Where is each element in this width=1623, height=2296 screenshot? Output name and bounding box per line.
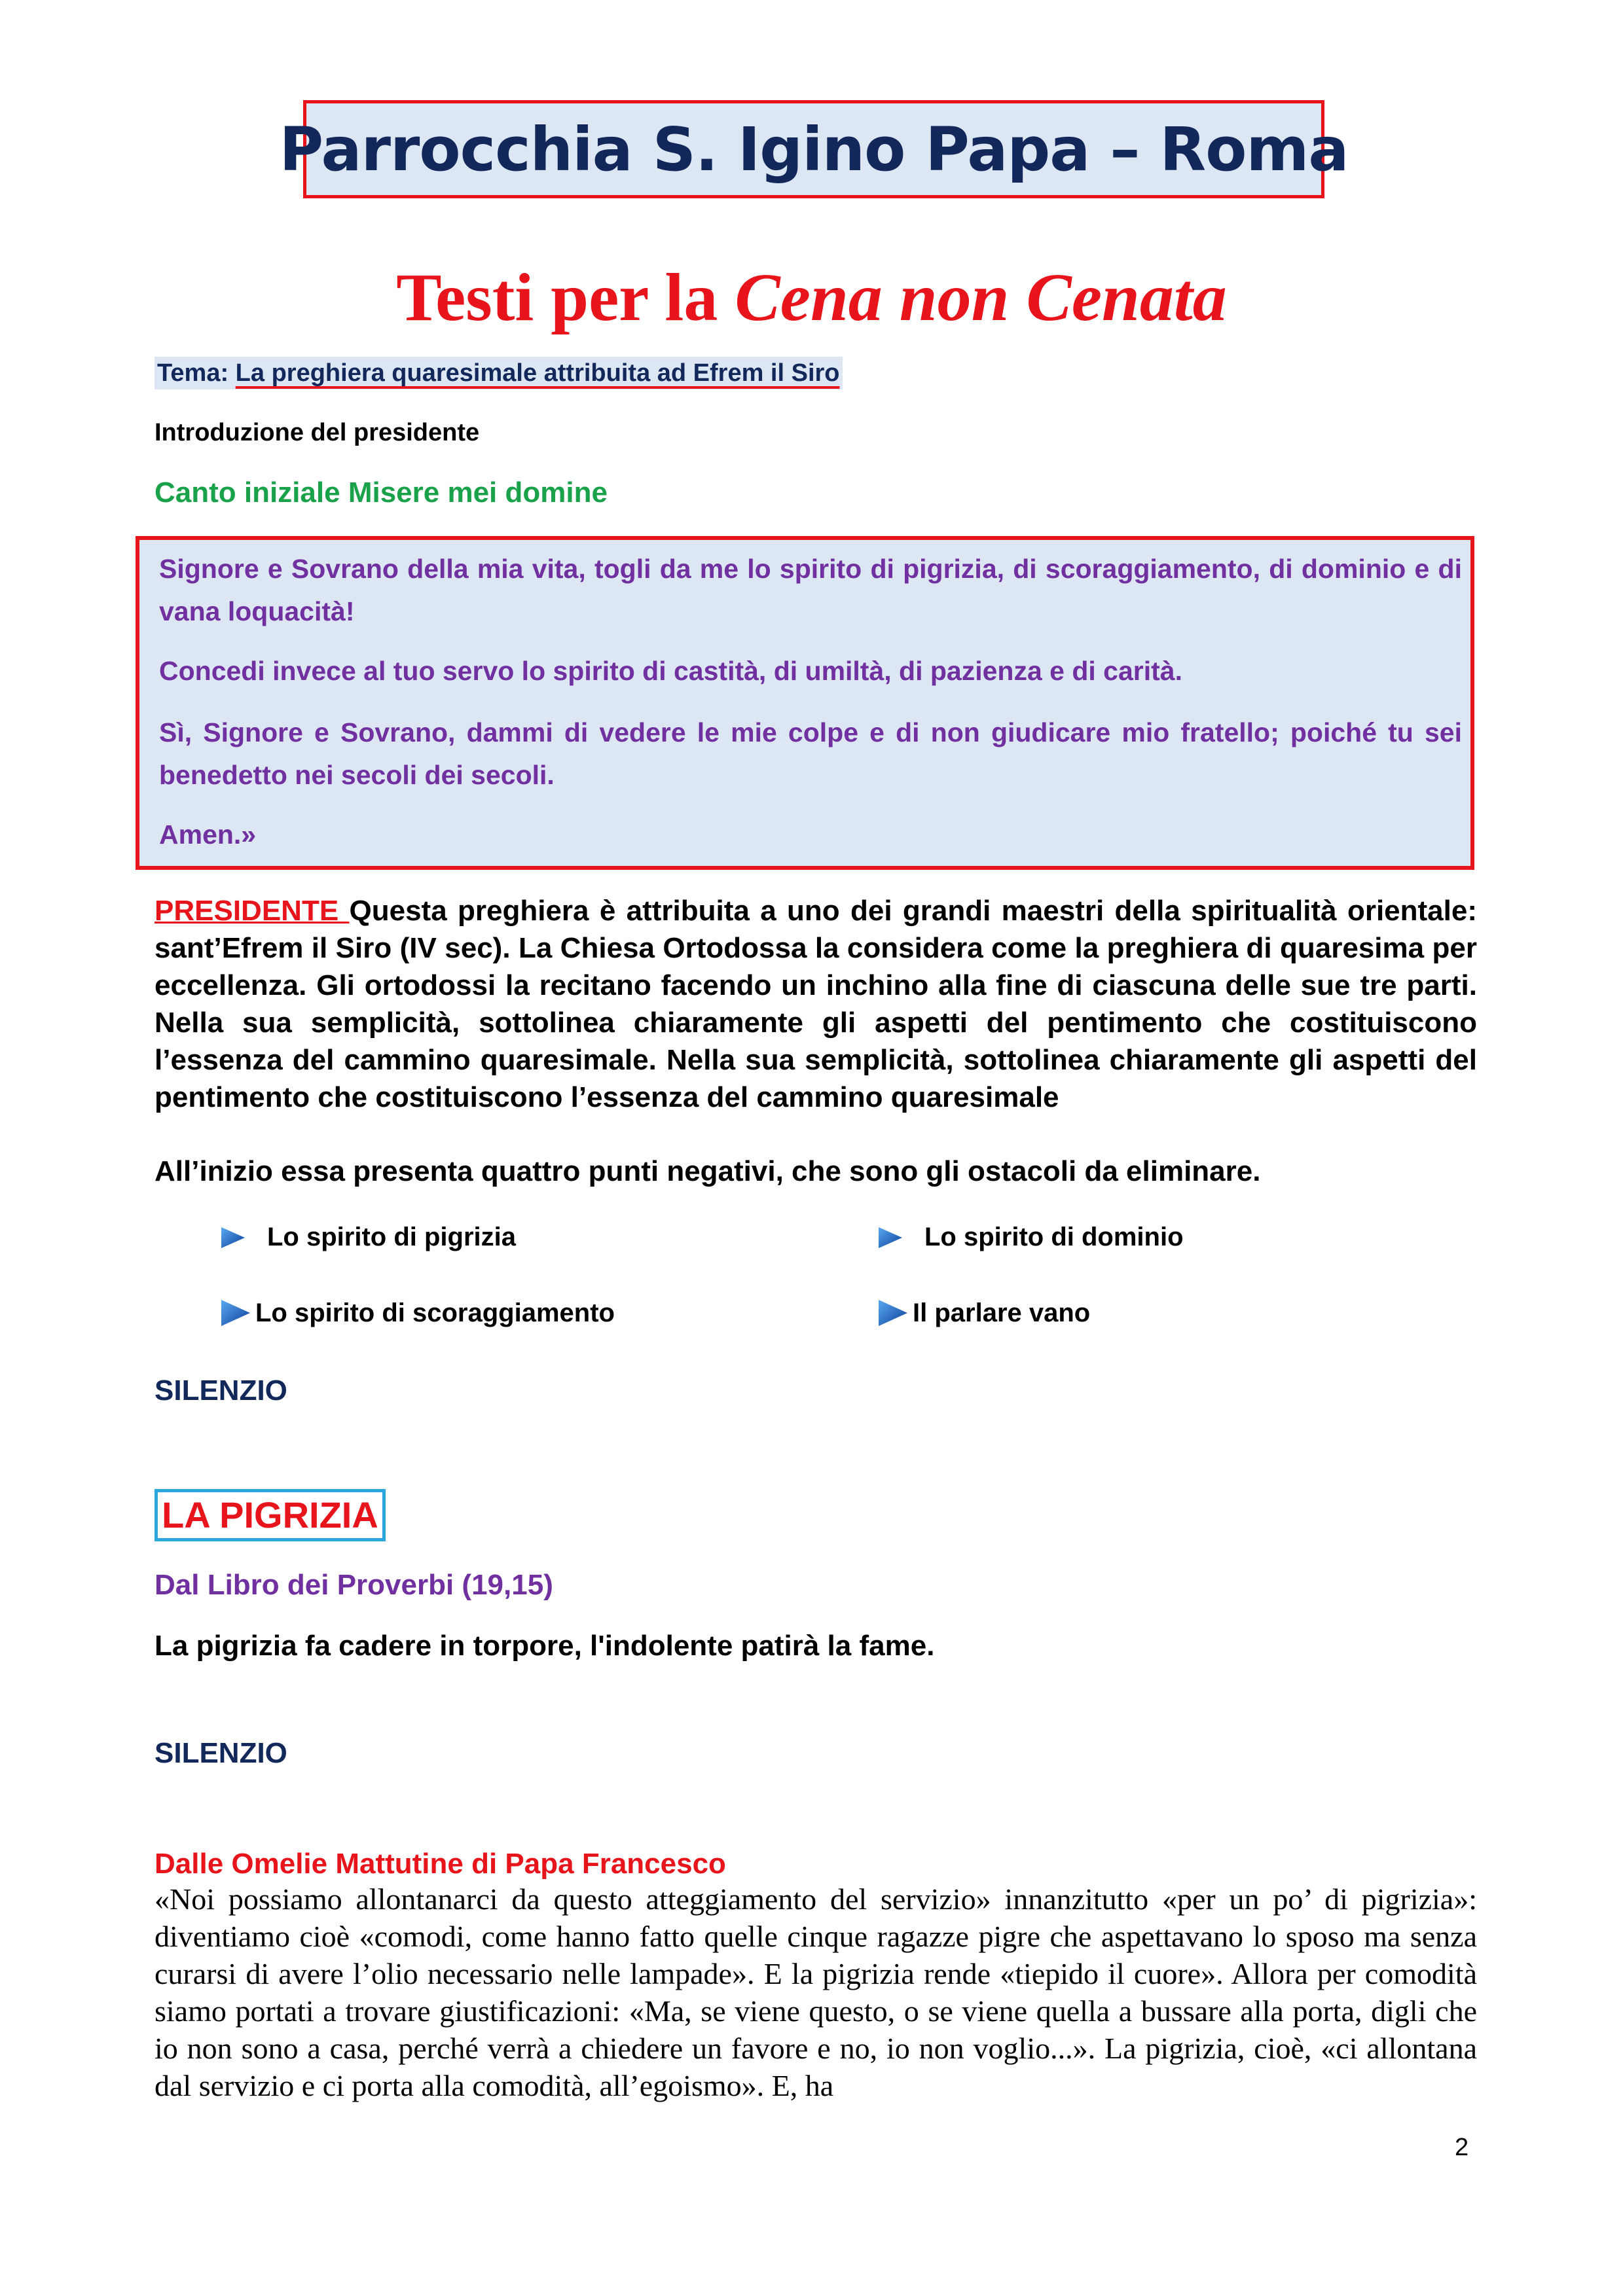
point-item [876, 1296, 1090, 1330]
point-label: Lo spirito di scoraggiamento [255, 1298, 615, 1327]
blue-triangle-arrow-icon [219, 1223, 247, 1252]
main-title [0, 259, 1623, 336]
presidente-text: Questa preghiera è attribuita a uno dei grandi maestri della spiritualità orientale: sant’Efrem il Siro (IV sec). La Chiesa Ortodossa la considera come la preghiera di quaresima per eccellenza. Gli ortodossi la recitano facendo un inchino alla fine di ciascuna delle sue tre parti. Nella sua semplicità, sottolinea chiaramente gli aspetti del pentimento che costituiscono l’essenza del cammino quaresimale. Nella sua semplicità, sottolinea chiaramente gli aspetti del pentimento che costituiscono l’essenza del cammino quaresimale [155, 895, 1477, 1113]
blue-triangle-arrow-icon [876, 1296, 910, 1330]
tema-text: La preghiera quaresimale attribuita ad Efrem il Siro [235, 359, 840, 387]
omelie-title: Dalle Omelie Mattutine di Papa Francesco [155, 1848, 726, 1880]
blue-triangle-arrow-icon [219, 1296, 253, 1330]
prayer-paragraph: Amen.» [159, 819, 257, 850]
tema-line [155, 357, 843, 389]
tema-label: Tema: [157, 359, 229, 387]
omelie-text: «Noi possiamo allontanarci da questo atteggiamento del servizio» innanzitutto «per un po’ di pigrizia»: diventiamo cioè «comodi, come hanno fatto quelle cinque ragazze pigre che aspettavano lo sposo ma senza curarsi di avere l’olio necessario nelle lampade». E la pigrizia rende «tiepido il cuore». Allora per comodità siamo portati a trovare giustificazioni: «Ma, se viene questo, o se viene quella a bussare alla porta, digli che io non sono a casa, perché verrà a chiedere un favore e no, io non voglio...». La pigrizia, cioè, «ci allontana dal servizio e ci porta alla comodità, all’egoismo». E, ha [155, 1882, 1477, 2102]
page-number: 2 [1455, 2134, 1469, 2161]
presidente-label: PRESIDENTE [155, 895, 350, 927]
prayer-paragraph: Sì, Signore e Sovrano, dammi di vedere le mie colpe e di non giudicare mio fratello; poiché tu sei benedetto nei secoli dei secoli. [159, 717, 1462, 790]
prayer-paragraph: Signore e Sovrano della mia vita, togli da me lo spirito di pigrizia, di scoraggiamento, di dominio e di vana loquacità! [159, 554, 1462, 626]
main-title-italic: Cena non Cenata [735, 260, 1227, 335]
presidente-paragraph [155, 892, 1477, 1116]
point-label: Lo spirito di dominio [924, 1223, 1184, 1251]
prayer-box [136, 536, 1474, 870]
point-label: Lo spirito di pigrizia [267, 1223, 516, 1251]
prayer-paragraph: Concedi invece al tuo servo lo spirito di castità, di umiltà, di pazienza e di carità. [159, 656, 1182, 686]
silenzio-label: SILENZIO [155, 1374, 287, 1407]
all-inizio-text: All’inizio essa presenta quattro punti negativi, che sono gli ostacoli da eliminare. [155, 1155, 1261, 1187]
intro-heading: Introduzione del presidente [155, 419, 480, 446]
proverbi-text: La pigrizia fa cadere in torpore, l'indolente patirà la fame. [155, 1630, 935, 1662]
silenzio-label: SILENZIO [155, 1737, 287, 1769]
point-item [219, 1296, 615, 1330]
point-label: Il parlare vano [913, 1298, 1091, 1327]
header-box [279, 100, 1349, 198]
blue-triangle-arrow-icon [876, 1223, 905, 1252]
point-item [219, 1223, 516, 1252]
proverbi-source: Dal Libro dei Proverbi (19,15) [155, 1569, 553, 1601]
pigrizia-heading: LA PIGRIZIA [155, 1489, 386, 1541]
point-item [876, 1223, 1184, 1252]
canto-heading: Canto iniziale Misere mei domine [155, 476, 608, 509]
page-header-title: Parrocchia S. Igino Papa – Roma [279, 114, 1349, 185]
main-title-prefix: Testi per la [396, 260, 735, 335]
